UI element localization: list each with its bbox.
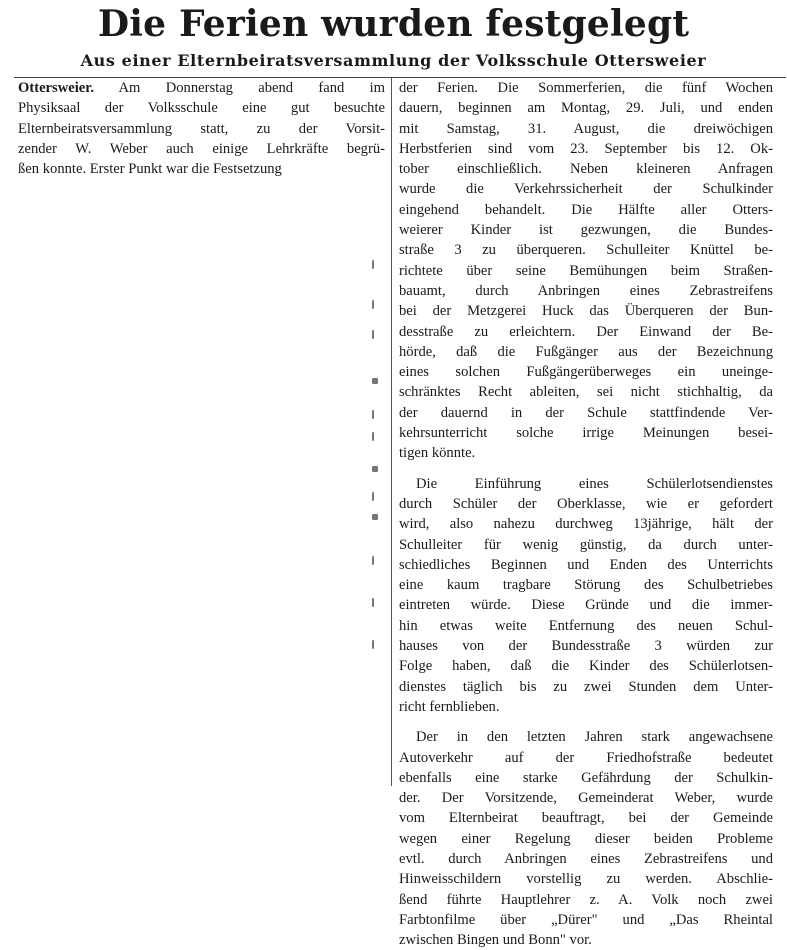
article-headline: Die Ferien wurden festgelegt xyxy=(97,3,690,45)
bleed-mark xyxy=(372,556,374,565)
text-line: ebenfalls eine starke Gefährdung der Schulkin- xyxy=(399,769,773,786)
text-line: Farbtonfilme über „Dürer" und „Das Rheintal xyxy=(399,911,773,928)
paragraph-schuelerlotsen xyxy=(399,474,773,718)
text-line: hörde, daß die Fußgänger aus der Bezeichnung xyxy=(399,343,773,360)
text-line: bei der Metzgerei Huck das Überqueren der Bun- xyxy=(399,303,773,320)
text-line: desstraße zu erleichtern. Der Einwand der Be- xyxy=(399,323,773,340)
text-line: hin etwas weite Entfernung des neuen Schul- xyxy=(399,617,773,634)
text-line: Die Einführung eines Schülerlotsendienstes xyxy=(416,475,773,492)
text-line: Der in den letzten Jahren stark angewachsene xyxy=(416,729,773,746)
text-line: straße 3 zu überqueren. Schulleiter Knüttel be- xyxy=(399,242,773,259)
bleed-mark xyxy=(372,410,374,419)
text-line: der dauernd in der Schule stattfindende Ver- xyxy=(399,404,773,421)
text-line: ßend führte Hauptlehrer z. A. Volk noch zwei xyxy=(399,891,773,908)
text-line: Schulleiter für wenig günstig, da durch unter- xyxy=(399,536,773,553)
text-line: dienstes täglich bis zu zwei Stunden dem Unter- xyxy=(399,678,773,695)
text-line: schränktes Recht ableiten, sei nicht stichhaltig, da xyxy=(399,384,773,401)
bleed-through-marks xyxy=(372,260,386,680)
text-line: Autoverkehr auf der Friedhofstraße bedeutet xyxy=(399,749,773,766)
bleed-mark xyxy=(372,598,374,607)
text-line: richtete über seine Bemühungen beim Straßen- xyxy=(399,262,773,279)
text-line: vom Elternbeirat beauftragt, bei der Gemeinde xyxy=(399,810,773,827)
text-line: zwischen Bingen und Bonn" vor. xyxy=(399,932,592,949)
text-line: bauamt, durch Anbringen eines Zebrastreifens xyxy=(399,282,773,299)
bleed-mark xyxy=(372,514,378,520)
bleed-mark xyxy=(372,260,374,269)
text-line: dauern, beginnen am Montag, 29. Juli, und enden xyxy=(399,100,773,117)
column-divider xyxy=(391,78,392,786)
text-line: der. Der Vorsitzende, Gemeinderat Weber, wurde xyxy=(399,790,773,807)
left-line: ßen konnte. Erster Punkt war die Festsetzung xyxy=(18,161,282,178)
text-line: hauses von der Bundesstraße 3 würden zur xyxy=(399,638,773,655)
bleed-mark xyxy=(372,432,374,441)
text-line: weierer Kinder ist gezwungen, die Bundes- xyxy=(399,222,773,239)
text-line: der Ferien. Die Sommerferien, die fünf Wochen xyxy=(399,80,773,96)
text-line: tober einschließlich. Neben kleineren Anfragen xyxy=(399,161,773,178)
text-line: kehrsunterricht solche irrige Meinungen besei- xyxy=(399,425,773,442)
left-column xyxy=(18,78,385,179)
text-line: richt fernblieben. xyxy=(399,698,500,715)
bleed-mark xyxy=(372,492,374,501)
bleed-mark xyxy=(372,330,374,339)
text-line: Herbstferien sind vom 23. September bis 12. Ok- xyxy=(399,140,773,157)
text-line: Folge haben, daß die Kinder des Schülerlotsen- xyxy=(399,658,773,675)
text-line: evtl. durch Anbringen eines Zebrastreifens und xyxy=(399,850,773,867)
dateline-place: Ottersweier. xyxy=(18,80,95,96)
left-line-text: Am Donnerstag abend fand im xyxy=(94,80,385,96)
text-line: eintreten würde. Diese Gründe und die immer- xyxy=(399,597,773,614)
paragraph-friedhofstrasse xyxy=(399,727,773,950)
left-line: Elternbeiratsversammlung statt, zu der Vorsit- xyxy=(18,120,385,137)
text-line: eine kaum tragbare Störung des Schulbetriebes xyxy=(399,577,773,594)
left-line xyxy=(18,78,385,98)
text-line: mit Samstag, 31. August, die dreiwöchigen xyxy=(399,120,773,137)
text-line: Hinweisschildern vorstellig zu werden. Abschlie- xyxy=(399,871,773,888)
right-column xyxy=(399,78,773,950)
text-line: eingehend behandelt. Die Hälfte aller Otters- xyxy=(399,201,773,218)
text-line: wurde die Verkehrssicherheit der Schulkinder xyxy=(399,181,773,198)
paragraph-ferien xyxy=(399,78,773,464)
left-line: Physiksaal der Volksschule eine gut besuchte xyxy=(18,100,385,117)
left-line: zender W. Weber auch einige Lehrkräfte begrü- xyxy=(18,140,385,157)
text-line: tigen könnte. xyxy=(399,445,476,462)
text-line: durch Schüler der Oberklasse, wie er gefordert xyxy=(399,495,773,512)
text-line: schiedliches Beginnen und Enden des Unterrichts xyxy=(399,556,773,573)
paragraph-gap xyxy=(399,464,773,474)
article-subheadline: Aus einer Elternbeiratsversammlung der Volksschule Ottersweier xyxy=(80,51,707,70)
text-line: wird, also nahezu durchweg 13jährige, hält der xyxy=(399,516,773,533)
bleed-mark xyxy=(372,640,374,649)
bleed-mark xyxy=(372,300,374,309)
bleed-mark xyxy=(372,466,378,472)
bleed-mark xyxy=(372,378,378,384)
text-line: wegen einer Regelung dieser beiden Probleme xyxy=(399,830,773,847)
text-line: eines solchen Fußgängerüberweges ein uneinge- xyxy=(399,364,773,381)
paragraph-gap xyxy=(399,717,773,727)
